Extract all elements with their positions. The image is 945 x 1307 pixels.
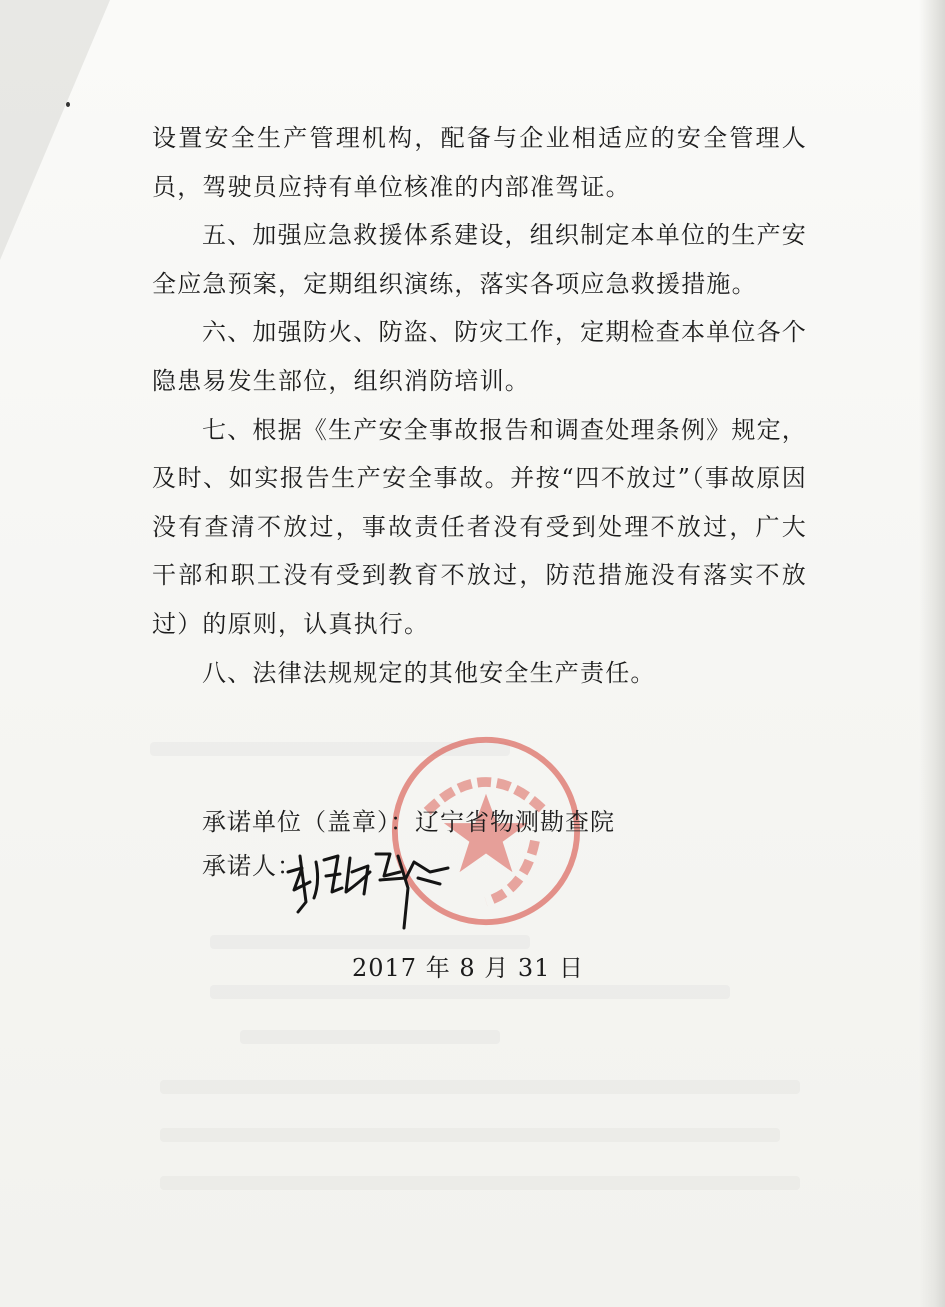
bleed-through xyxy=(240,1030,500,1044)
signoff-unit-label: 承诺单位（盖章）： xyxy=(202,808,415,836)
paragraph: 五、加强应急救援体系建设，组织制定本单位的生产安全应急预案，定期组织演练，落实各项应急救援措施。 xyxy=(152,221,807,298)
handwritten-signature xyxy=(280,832,460,932)
signoff-person-label: 承诺人： xyxy=(202,852,302,880)
bleed-through xyxy=(210,935,530,949)
paragraph: 七、根据《生产安全事故报告和调查处理条例》规定，及时、如实报告生产安全事故。并按“四不放过”（事故原因没有查清不放过，事故责任者没有受到处理不放过，广大干部和职工没有受到教育不放过，防范措施没有落实不放过）的原则，认真执行。 xyxy=(152,415,807,638)
bleed-through xyxy=(210,985,730,999)
bleed-through xyxy=(160,1080,800,1094)
signing-date: 2017 年 8 月 31 日 xyxy=(352,954,585,982)
bleed-through xyxy=(160,1176,800,1190)
scan-speck xyxy=(66,102,70,107)
paragraph: 八、法律法规规定的其他安全生产责任。 xyxy=(202,658,656,687)
scan-edge-shadow xyxy=(919,0,945,1307)
paragraph: 六、加强防火、防盗、防灾工作，定期检查本单位各个隐患易发生部位，组织消防培训。 xyxy=(152,318,807,395)
bleed-through xyxy=(160,1128,780,1142)
paragraph: 设置安全生产管理机构，配备与企业相适应的安全管理人员，驾驶员应持有单位核准的内部准驾证。 xyxy=(152,124,807,201)
scan-shadow xyxy=(0,0,110,260)
signoff-unit-name: 辽宁省物测勘查院 xyxy=(415,808,615,836)
body-text xyxy=(152,114,807,697)
